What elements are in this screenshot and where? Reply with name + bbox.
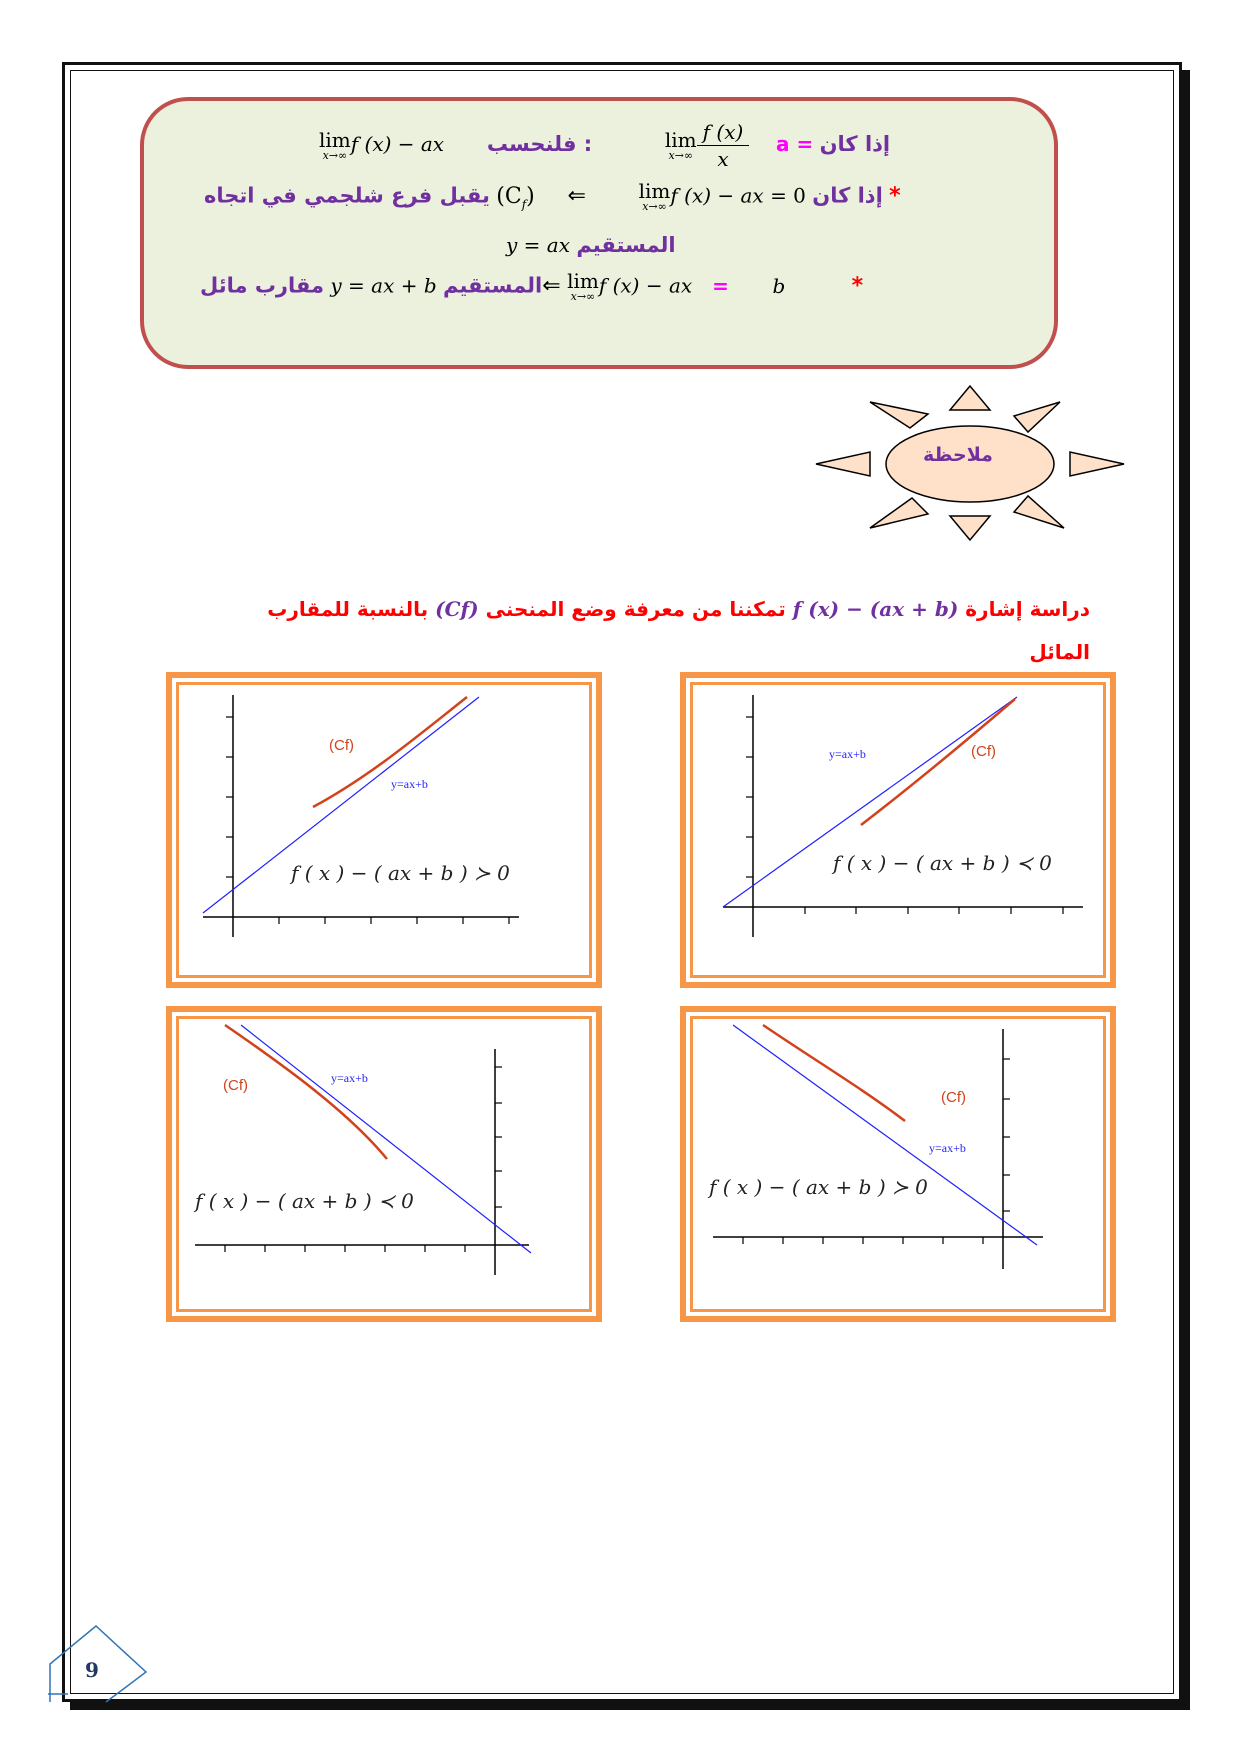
cf-label: (Cf): [329, 737, 354, 754]
difference-expression: f (x) − (ax + b): [792, 597, 959, 621]
formula-box: [140, 97, 1058, 369]
inequality-label: f ( x ) − ( ax + b ) ≻ 0: [291, 861, 510, 885]
graph-curve-below-decreasing: [166, 1006, 602, 1322]
inequality-label: f ( x ) − ( ax + b ) ≺ 0: [195, 1189, 414, 1213]
a-equals: a =: [776, 132, 814, 156]
graph-curve-above-increasing: [166, 672, 602, 988]
study-heading-line-2: المائل: [1029, 640, 1090, 664]
page-border-shadow-right: [1182, 70, 1190, 1710]
ray-top: [950, 386, 990, 410]
implies-arrow: ⇐: [567, 183, 586, 209]
formula-line-2: [204, 181, 901, 213]
y-ticks: [1003, 1059, 1010, 1211]
fx-minus-ax: f (x) − ax: [350, 132, 445, 156]
equals-sign: =: [712, 273, 729, 298]
x-ticks: [743, 1237, 983, 1244]
if-label: إذا كان: [819, 132, 891, 156]
note-label: ملاحظة: [923, 444, 993, 466]
asymptote-label: y=ax+b: [929, 1141, 966, 1155]
ray-top-left: [870, 402, 928, 428]
curve-cf: $(C_f)$: [496, 183, 535, 211]
equals-zero: = 0: [770, 183, 806, 208]
ray-bottom: [950, 516, 990, 540]
implies-arrow: ⇐: [542, 273, 561, 299]
curve-cf: [225, 1025, 387, 1159]
ray-top-right: [1014, 402, 1060, 432]
page-border-shadow-bottom: [70, 1702, 1190, 1710]
study-heading-line-1: دراسة إشارة f (x) − (ax + b) تمكننا من معرفة وضع المنحنى (Cf) بالنسبة للمقارب: [267, 597, 1090, 621]
x-ticks: [279, 917, 509, 924]
cf-label: (Cf): [941, 1089, 966, 1106]
graph-curve-above-decreasing: [680, 1006, 1116, 1322]
curve-cf: [763, 1025, 905, 1121]
line-y-ax: y = ax: [506, 233, 570, 257]
limit-operator: lim x→∞: [567, 269, 599, 303]
page-number: 9: [85, 1658, 99, 1682]
line-word: المستقيم: [443, 273, 543, 298]
y-ticks: [746, 717, 753, 877]
asymptote-line: [733, 1025, 1037, 1245]
asymptote-label: y=ax+b: [391, 777, 428, 791]
graph-curve-below-increasing: [680, 672, 1116, 988]
ray-bottom-right: [1014, 496, 1064, 528]
ray-right: [1070, 452, 1124, 476]
asymptote-line: [723, 697, 1017, 907]
formula-line-4: [200, 271, 863, 303]
cf-label: (Cf): [223, 1077, 248, 1094]
ray-left: [816, 452, 870, 476]
if-label: إذا كان: [812, 183, 883, 208]
page-number-ornament: [44, 1624, 154, 1708]
asymptote-line: [241, 1025, 531, 1253]
limit-operator: lim x→∞: [319, 127, 351, 162]
calc-label: فلنحسب :: [486, 132, 593, 156]
parabolic-branch-text: يقبل فرع شلجمي في اتجاه: [204, 183, 490, 208]
curve-cf: [861, 699, 1015, 825]
x-ticks: [225, 1245, 465, 1252]
curve-cf-label: (Cf): [435, 597, 479, 621]
y-ticks: [495, 1067, 502, 1207]
inequality-label: f ( x ) − ( ax + b ) ≺ 0: [833, 851, 1052, 875]
formula-line-3: [506, 233, 676, 257]
oblique-asymptote-text: مقارب مائل: [200, 273, 325, 298]
y-ticks: [226, 717, 233, 877]
bullet-star: *: [851, 273, 864, 299]
fraction-fx-over-x: $\frac{f (x)}{x}$: [697, 119, 750, 172]
b-value: b: [772, 273, 786, 298]
limit-operator: lim x→∞: [638, 179, 671, 213]
line-y-ax-b: y = ax + b: [330, 273, 437, 298]
inequality-label: f ( x ) − ( ax + b ) ≻ 0: [709, 1175, 928, 1199]
fx-minus-ax: f (x) − ax: [598, 273, 693, 298]
formula-line-1: [319, 119, 890, 172]
x-ticks: [805, 907, 1063, 914]
asymptote-label: y=ax+b: [829, 747, 866, 761]
fx-minus-ax: f (x) − ax: [670, 183, 764, 208]
ray-bottom-left: [870, 498, 928, 528]
bullet-star: *: [889, 183, 901, 209]
asymptote-label: y=ax+b: [331, 1071, 368, 1085]
limit-operator: lim x→∞: [664, 127, 697, 162]
line-word: المستقيم: [576, 233, 676, 257]
cf-label: (Cf): [971, 743, 996, 760]
